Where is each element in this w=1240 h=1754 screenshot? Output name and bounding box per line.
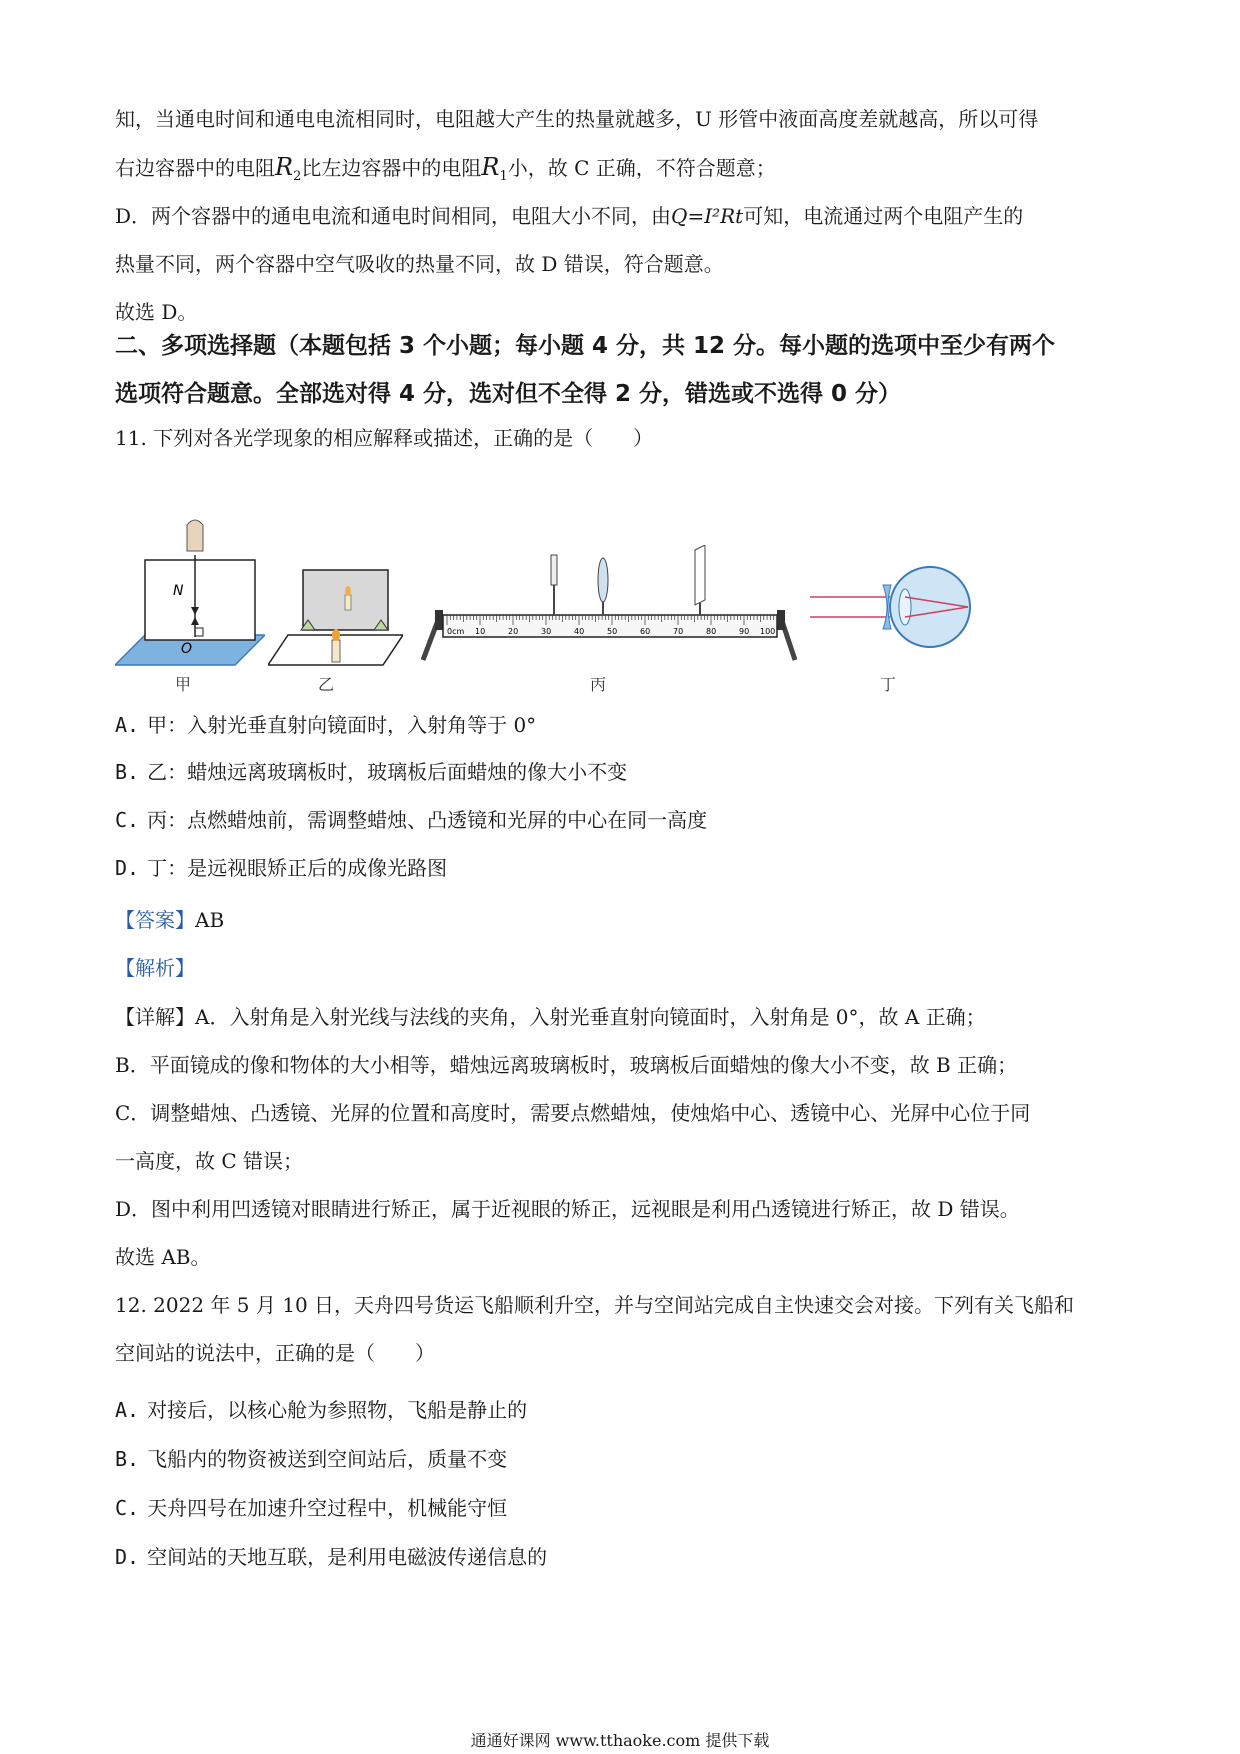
conclusion: 故选 D。 bbox=[115, 300, 198, 324]
detail-line: B．平面镜成的像和物体的大小相等，蜡烛远离玻璃板时，玻璃板后面蜡烛的像大小不变，故 B 正确； bbox=[115, 1053, 1018, 1077]
answer-label: 【答案】 bbox=[115, 908, 195, 932]
ruler-tick-label: 60 bbox=[640, 627, 651, 636]
figure-bing-optical-bench bbox=[415, 545, 805, 670]
detail-line: 故选 AB。 bbox=[115, 1245, 211, 1269]
option-a: A. 对接后，以核心舱为参照物，飞船是静止的 bbox=[115, 1398, 528, 1422]
figure-caption: 丁 bbox=[880, 675, 897, 694]
detail-line: D．图中利用凹透镜对眼睛进行矫正，属于近视眼的矫正，远视眼是利用凸透镜进行矫正，故 D 错误。 bbox=[115, 1197, 1020, 1221]
ruler-tick-label: 80 bbox=[706, 627, 717, 636]
option-c: C. 丙：点燃蜡烛前，需调整蜡烛、凸透镜和光屏的中心在同一高度 bbox=[115, 808, 708, 832]
text-fragment: 可知，电流通过两个电阻产生的 bbox=[743, 204, 1024, 228]
ruler-tick-label: 50 bbox=[607, 627, 618, 636]
answer-line bbox=[115, 896, 1125, 944]
resistor-symbol: R bbox=[481, 153, 500, 181]
ruler-tick-label: 30 bbox=[541, 627, 552, 636]
option-c: C. 天舟四号在加速升空过程中，机械能守恒 bbox=[115, 1496, 508, 1520]
formula: Q=I²Rt bbox=[671, 204, 744, 228]
question-stem: 空间站的说法中，正确的是（ ） bbox=[115, 1341, 435, 1365]
text-fragment: 比左边容器中的电阻 bbox=[301, 156, 482, 180]
paragraph-line bbox=[115, 192, 1125, 240]
option-a: A. 甲：入射光垂直射向镜面时，入射角等于 0° bbox=[115, 713, 537, 737]
option-d: D. 空间站的天地互联，是利用电磁波传递信息的 bbox=[115, 1545, 548, 1569]
option-b: B. 飞船内的物资被送到空间站后，质量不变 bbox=[115, 1447, 508, 1471]
detail-line: 一高度，故 C 错误； bbox=[115, 1149, 304, 1173]
ruler-tick-label: 100 bbox=[760, 627, 776, 636]
section-heading: 二、多项选择题（本题包括 3 个小题；每小题 4 分，共 12 分。每小题的选项中至少有两个 bbox=[115, 333, 1056, 359]
ruler-tick-label: 70 bbox=[673, 627, 684, 636]
figure-caption: 丙 bbox=[590, 675, 607, 694]
paragraph-line: 知，当通电时间和通电电流相同时，电阻越大产生的热量就越多，U 形管中液面高度差就越高，所以可得 bbox=[115, 107, 1039, 131]
option-d: D. 丁：是远视眼矫正后的成像光路图 bbox=[115, 856, 448, 880]
figure-ding-eye-diagram bbox=[805, 565, 975, 655]
ruler-tick-label: 20 bbox=[508, 627, 519, 636]
ruler-unit: 0cm bbox=[447, 627, 465, 636]
analysis-label: 【解析】 bbox=[115, 956, 195, 980]
paragraph-line: 热量不同，两个容器中空气吸收的热量不同，故 D 错误，符合题意。 bbox=[115, 252, 724, 276]
figure-caption: 甲 bbox=[175, 675, 192, 694]
figure-jia-mirror-diagram bbox=[115, 515, 265, 670]
subscript: 2 bbox=[293, 169, 302, 184]
label-o: O bbox=[181, 641, 193, 657]
ruler-tick-label: 10 bbox=[475, 627, 486, 636]
ruler-tick-label: 40 bbox=[574, 627, 585, 636]
text-fragment: D．两个容器中的通电电流和通电时间相同，电阻大小不同，由 bbox=[115, 204, 672, 228]
ruler-tick-label: 90 bbox=[739, 627, 750, 636]
detail-line: 【详解】A．入射角是入射光线与法线的夹角，入射光垂直射向镜面时，入射角是 0°，故 A 正确； bbox=[115, 1005, 986, 1029]
label-n: N bbox=[173, 583, 184, 599]
subscript: 1 bbox=[499, 169, 508, 184]
text-fragment: 右边容器中的电阻 bbox=[115, 156, 275, 180]
resistor-symbol: R bbox=[275, 153, 294, 181]
option-b: B. 乙：蜡烛远离玻璃板时，玻璃板后面蜡烛的像大小不变 bbox=[115, 760, 628, 784]
question-stem: 11. 下列对各光学现象的相应解释或描述，正确的是（ ） bbox=[115, 426, 654, 450]
question-stem: 12. 2022 年 5 月 10 日，天舟四号货运飞船顺利升空，并与空间站完成自主快速交会对接。下列有关飞船和 bbox=[115, 1293, 1075, 1317]
detail-line: C．调整蜡烛、凸透镜、光屏的位置和高度时，需要点燃蜡烛，使烛焰中心、透镜中心、光屏中心位于同 bbox=[115, 1101, 1031, 1125]
text-fragment: 小，故 C 正确，不符合题意； bbox=[507, 156, 776, 180]
figure-caption: 乙 bbox=[318, 675, 335, 694]
page-footer: 通通好课网 www.tthaoke.com 提供下载 bbox=[470, 1731, 770, 1750]
section-heading: 选项符合题意。全部选对得 4 分，选对但不全得 2 分，错选或不选得 0 分） bbox=[115, 381, 902, 407]
figure-yi-glass-plate-diagram bbox=[268, 565, 403, 670]
answer-value: AB bbox=[195, 908, 225, 932]
